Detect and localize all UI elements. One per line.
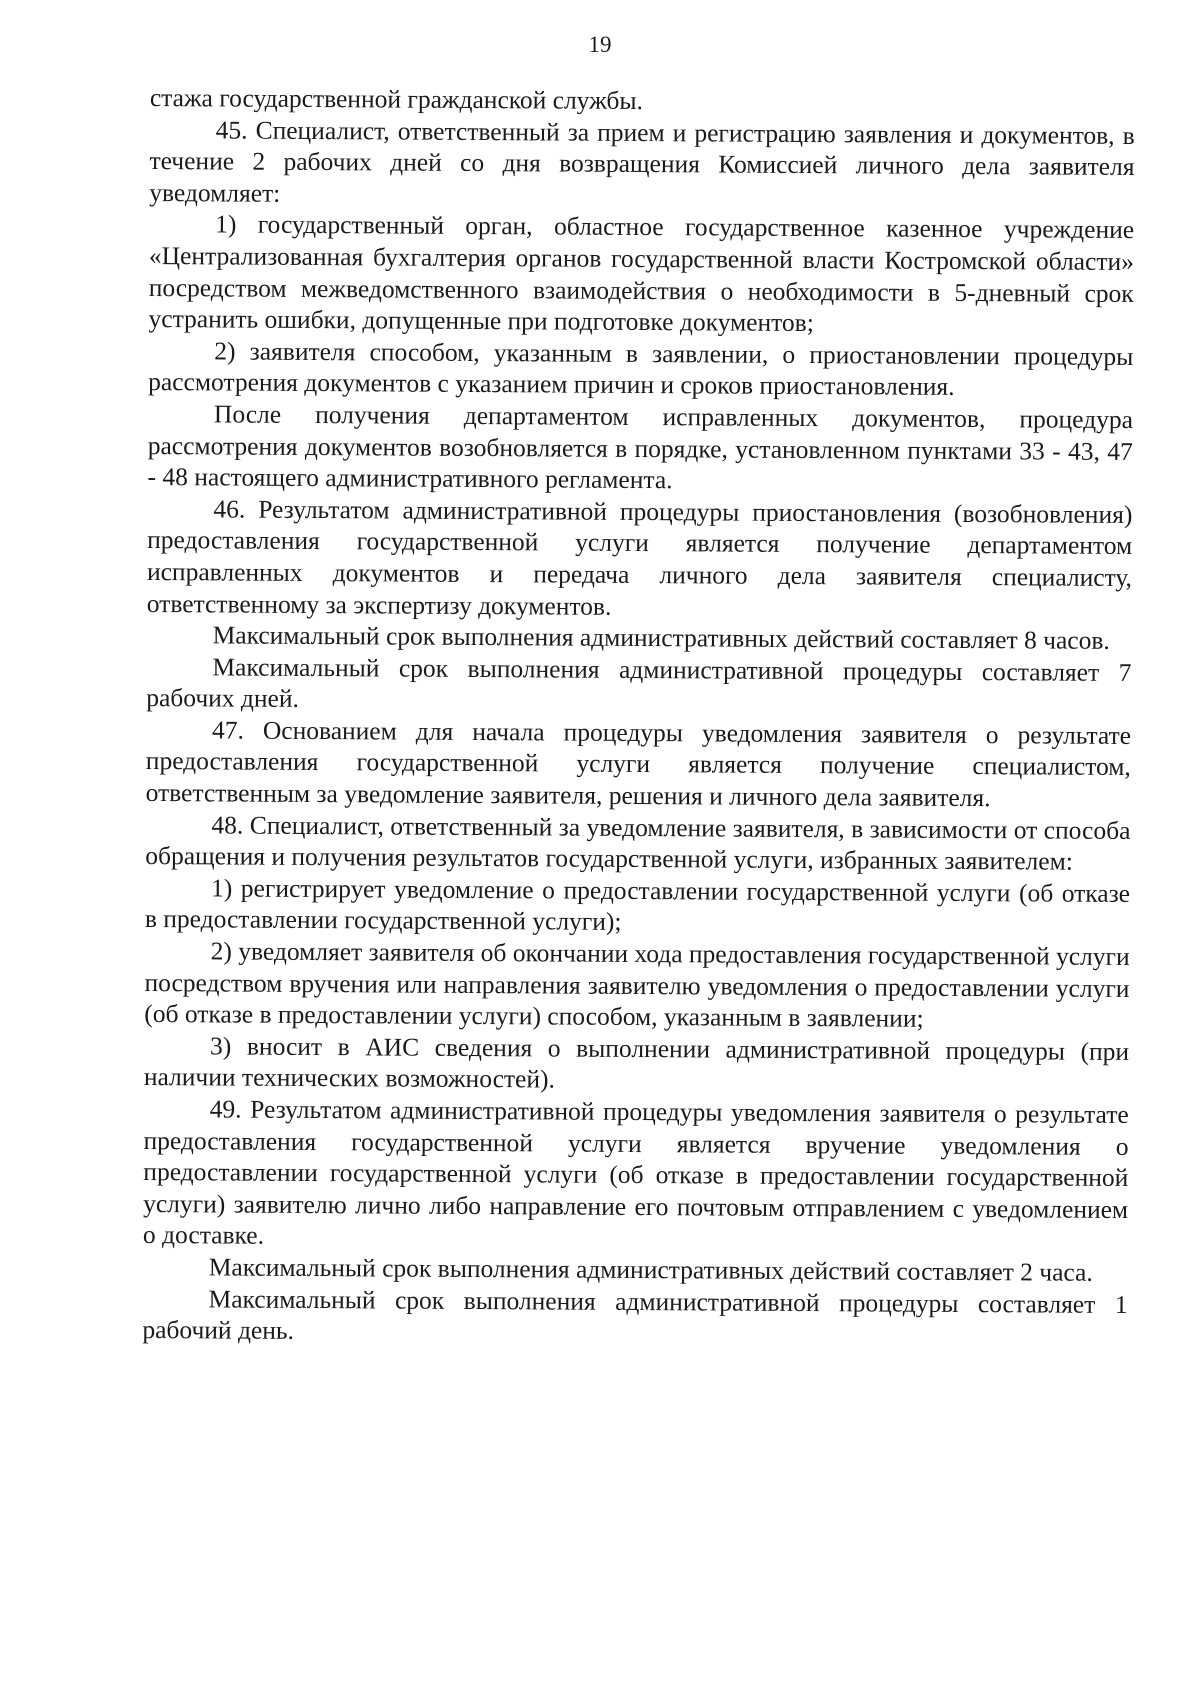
document-body [142, 82, 1135, 1352]
paragraph-max-procedure-time-46: Максимальный срок выполнения административной процедуры составляет 7 рабочих дней. [146, 652, 1132, 714]
paragraph-max-actions-time-46: Максимальный срок выполнения административных действий составляет 8 часов. [212, 620, 1110, 655]
paragraph-subitem-45-2: 2) заявителя способом, указанным в заявлении, о приостановлении процедуры рассмотрения документов с указанием причин и сроков приостановления. [148, 336, 1134, 402]
paragraph-item-46: 46. Результатом административной процедуры приостановления (возобновления) предоставления государственной услуги является получение департаментом исправленных документов и передача личного дела заявителя специалисту, ответственному за экспертизу документов. [146, 494, 1133, 621]
paragraph-item-49: 49. Результатом административной процедуры уведомления заявителя о результате предоставления государственной услуги является вручение уведомления о предоставлении государственной услуги (об отказе в предоставлении государственной услуги) заявителю лично либо направление его почтовым отправлением с уведомлением о доставке. [142, 1094, 1129, 1251]
paragraph-max-procedure-time-49: Максимальный срок выполнения административной процедуры составляет 1 рабочий день. [142, 1283, 1128, 1346]
paragraph-item-45: 45. Специалист, ответственный за прием и регистрацию заявления и документов, в течение 2 рабочих дней со дня возвращения Комиссией личного дела заявителя уведомляет: [149, 114, 1135, 208]
paragraph-item-47: 47. Основанием для начала процедуры уведомления заявителя о результате предоставления государственной услуги является получение специалистом, ответственным за уведомление заявителя, решения и личного дела заявителя. [145, 715, 1132, 813]
paragraph-item-48: 48. Специалист, ответственный за уведомление заявителя, в зависимости от способа обращения и получения результатов государственной услуги, избранных заявителем: [145, 810, 1131, 876]
paragraph-after-correction: После получения департаментом исправленных документов, процедура рассмотрения документов возобновляется в порядке, установленном пунктами 33 - 43, 47 - 48 настоящего административного регламента. [147, 399, 1134, 495]
paragraph-subitem-48-2: 2) уведомляет заявителя об окончании хода предоставления государственной услуги посредством вручения или направления заявителю уведомления о предоставлении услуги (об отказе в предоставлении услуги) способом, указанным в заявлении; [144, 936, 1130, 1033]
paragraph-subitem-48-3: 3) вносит в АИС сведения о выполнении административной процедуры (при наличии технических возможностей). [143, 1031, 1130, 1094]
paragraph-subitem-48-1: 1) регистрирует уведомление о предоставлении государственной услуги (об отказе в предоставлении государственной услуги); [144, 873, 1131, 937]
paragraph-subitem-45-1: 1) государственный орган, областное государственное казенное учреждение «Централизованная бухгалтерия органов государственной власти Костромской области» посредством межведомственного взаимодействия о необходимости в 5-дневный срок устранить ошибки, допущенные при подготовке документов; [148, 209, 1135, 338]
paragraph-max-actions-time-49: Максимальный срок выполнения административных действий составляет 2 часа. [208, 1252, 1093, 1287]
paragraph-continuation: стажа государственной гражданской службы. [149, 82, 644, 116]
page-number: 19 [588, 32, 612, 57]
